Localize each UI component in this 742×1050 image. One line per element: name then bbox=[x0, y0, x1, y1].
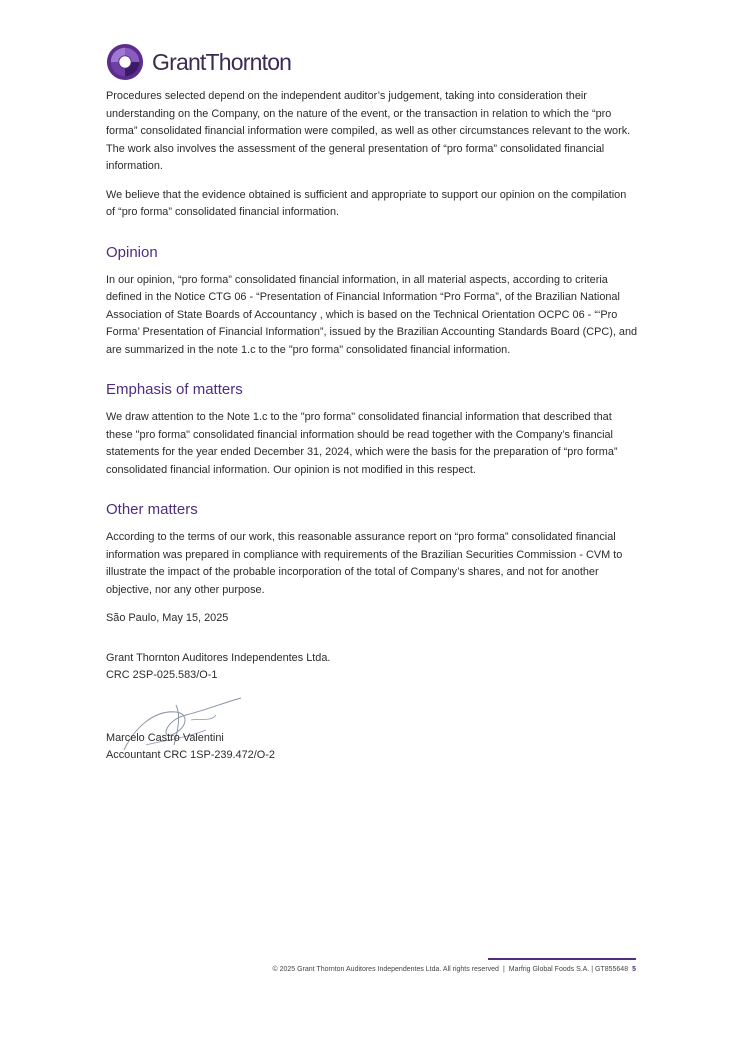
grant-thornton-logo-icon bbox=[106, 43, 144, 81]
place-date: São Paulo, May 15, 2025 bbox=[106, 612, 229, 624]
intro-paragraph: Procedures selected depend on the independent auditor’s judgement, taking into consideration their understanding on the Company, on the nature of the event, or the transaction in relation to which the “pro forma” consolidated financial information were compiled, as well as other circumstances relevant to the work. The work also involves the assessment of the general presentation of “pro forma” consolidated financial information. bbox=[106, 90, 631, 172]
logo-wordmark: GrantThornton bbox=[152, 48, 292, 75]
footer-rule bbox=[488, 958, 636, 960]
firm-name: Grant Thornton Auditores Independentes Ltda. bbox=[106, 651, 331, 664]
other-matters-heading: Other matters bbox=[106, 501, 198, 518]
firm-crc: CRC 2SP-025.583/O-1 bbox=[106, 669, 218, 681]
report-body bbox=[106, 88, 638, 765]
page-footer bbox=[272, 966, 636, 973]
signatory-name: Marcelo Castro Valentini bbox=[106, 731, 224, 744]
signature-block bbox=[106, 730, 638, 765]
footer-separator: | bbox=[502, 966, 505, 973]
emphasis-heading: Emphasis of matters bbox=[106, 381, 243, 398]
emphasis-paragraph: We draw attention to the Note 1.c to the "pro forma" consolidated financial information that described that these "pro forma" consolidated financial information should be read together with the Company’s financial statements for the year ended December 31, 2024, which were the basis for the preparation of “pro forma” consolidated financial information. Our opinion is not modified in this respect. bbox=[106, 411, 618, 476]
opinion-heading: Opinion bbox=[106, 243, 158, 261]
other-matters-paragraph: According to the terms of our work, this reasonable assurance report on “pro forma” consolidated financial information was prepared in compliance with requirements of the Brazilian Securities Commission - CVM to illustrate the impact of the probable incorporation of the total of Company’s shares, and not for another objective, nor any other purpose. bbox=[106, 531, 623, 596]
signatory-title: Accountant CRC 1SP-239.472/O-2 bbox=[106, 749, 275, 761]
intro-paragraph: We believe that the evidence obtained is sufficient and appropriate to support our opinion on the compilation of “pro forma” consolidated financial information. bbox=[106, 188, 627, 218]
footer-client: Marfrig Global Foods S.A. | GT855648 bbox=[508, 966, 629, 973]
firm-block bbox=[106, 650, 638, 685]
page-number: 5 bbox=[632, 966, 636, 973]
grant-thornton-logo bbox=[106, 43, 291, 81]
opinion-paragraph: In our opinion, “pro forma” consolidated financial information, in all material aspects, according to criteria defined in the Notice CTG 06 - “Presentation of Financial Information “Pro Forma”, of the Brazilian National Association of State Boards of Accountancy , which is based on the Technical Orientation OCPC 06 - “‘Pro Forma’ Presentation of Financial Information”, issued by the Brazilian Accounting Standards Board (CPC), and are summarized in the note 1.c to the "pro forma" consolidated financial information. bbox=[106, 273, 638, 356]
footer-copyright: © 2025 Grant Thornton Auditores Independentes Ltda. All rights reserved bbox=[272, 966, 499, 973]
